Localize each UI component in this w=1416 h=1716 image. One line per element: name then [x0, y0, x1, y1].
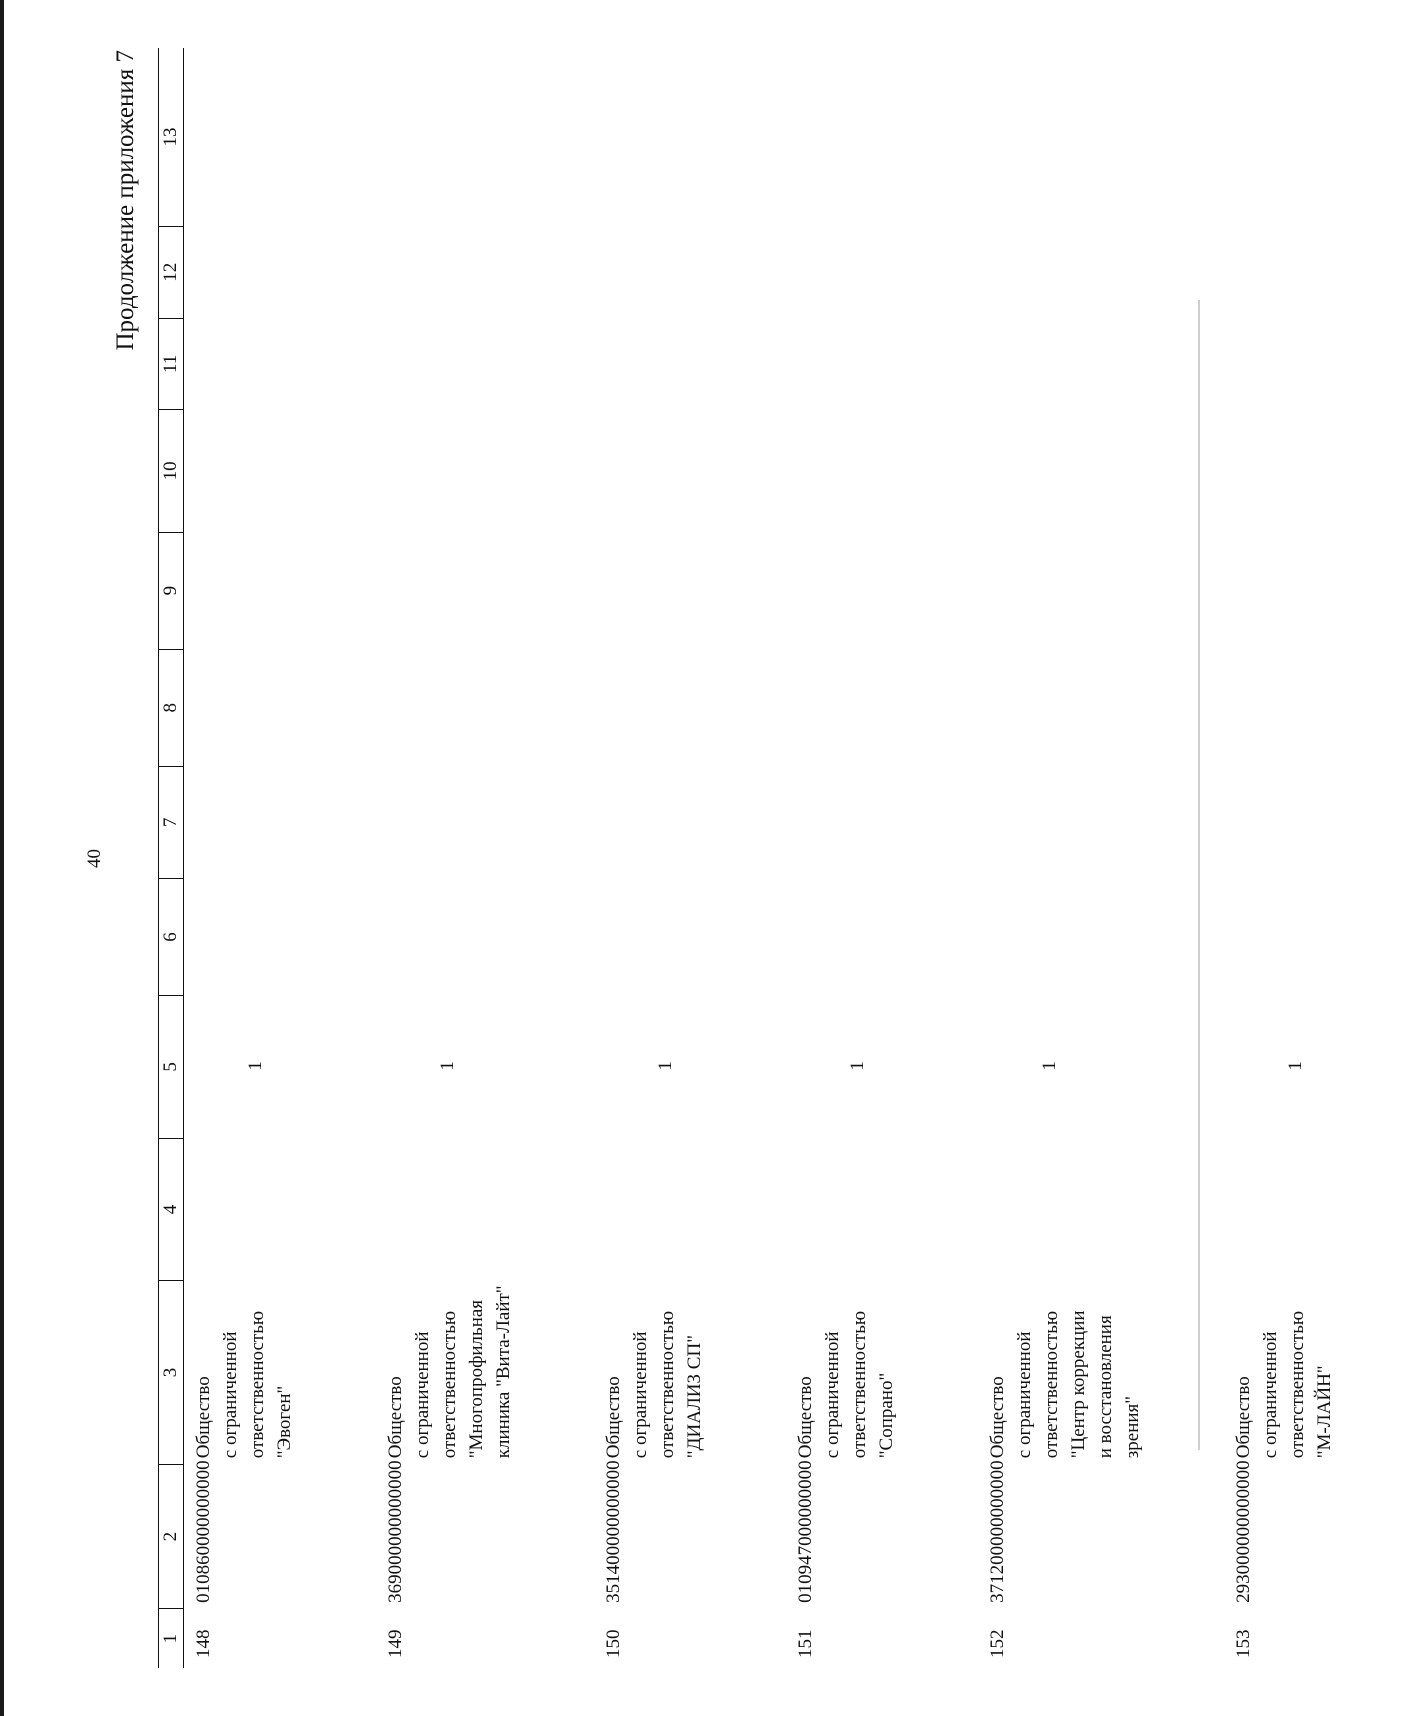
cell-10: [1224, 410, 1416, 532]
table-row: [376, 48, 594, 1668]
cell-8: [978, 649, 1224, 766]
column-header: 2: [159, 1464, 184, 1609]
column-header: 3: [159, 1281, 184, 1464]
cell-8: [786, 649, 978, 766]
cell-7: [978, 766, 1224, 878]
organization-name: Общество с ограниченной ответственностью "Эвоген": [193, 1310, 295, 1459]
cell-8: [594, 649, 786, 766]
row-number: 151: [795, 1629, 816, 1658]
cell-10: [376, 410, 594, 532]
oktmo-code: 351400000000000: [603, 1460, 624, 1603]
cell-5-value: 1: [847, 1061, 868, 1071]
cell-11: [184, 318, 377, 410]
cell-11: [978, 318, 1224, 410]
cell-8: [1224, 649, 1416, 766]
column-header: 8: [159, 649, 184, 766]
cell-10: [978, 410, 1224, 532]
appendix-table: [158, 48, 1416, 1668]
organization-name: Общество с ограниченной ответственностью "Многопрофильная клиника "Вита-Лайт": [385, 1285, 514, 1459]
oktmo-code: 293000000000000: [1233, 1460, 1254, 1603]
header-row: [159, 48, 184, 1668]
cell-7: [184, 766, 377, 878]
cell-13: [594, 48, 786, 226]
oktmo-code: 010947000000000: [795, 1460, 816, 1603]
organization-name: Общество с ограниченной ответственностью "ДИАЛИЗ СП": [603, 1310, 705, 1459]
cell-7: [376, 766, 594, 878]
cell-9: [376, 532, 594, 649]
cell-6: [978, 878, 1224, 995]
column-header: 10: [159, 410, 184, 532]
cell-12: [594, 226, 786, 318]
cell-5-value: 1: [437, 1061, 458, 1071]
column-header: 9: [159, 532, 184, 649]
column-header: 6: [159, 878, 184, 995]
cell-9: [978, 532, 1224, 649]
table-row: [978, 48, 1224, 1668]
row-number: 148: [193, 1629, 214, 1658]
cell-11: [594, 318, 786, 410]
cell-6: [184, 878, 377, 995]
organization-name: Общество с ограниченной ответственностью "Центр коррекции и восстановления зрения": [987, 1310, 1143, 1459]
cell-11: [376, 318, 594, 410]
cell-4: [376, 1138, 594, 1281]
cell-13: [376, 48, 594, 226]
column-header: 4: [159, 1138, 184, 1281]
cell-8: [184, 649, 377, 766]
column-header: 12: [159, 226, 184, 318]
row-number: 149: [385, 1629, 406, 1658]
cell-12: [978, 226, 1224, 318]
cell-10: [184, 410, 377, 532]
table-row: [786, 48, 978, 1668]
continuation-label: Продолжение приложения 7: [112, 50, 139, 351]
page-number: 40: [84, 849, 105, 868]
column-header: 5: [159, 996, 184, 1139]
column-header: 13: [159, 48, 184, 226]
cell-4: [184, 1138, 377, 1281]
organization-name: Общество с ограниченной ответственностью "М-ЛАЙН": [1233, 1310, 1335, 1459]
cell-13: [184, 48, 377, 226]
oktmo-code: 010860000000000: [193, 1460, 214, 1603]
oktmo-code: 369000000000000: [385, 1460, 406, 1603]
cell-6: [376, 878, 594, 995]
cell-13: [978, 48, 1224, 226]
cell-10: [594, 410, 786, 532]
organization-name: Общество с ограниченной ответственностью "Сопрано": [795, 1310, 897, 1459]
cell-11: [1224, 318, 1416, 410]
cell-12: [376, 226, 594, 318]
cell-6: [1224, 878, 1416, 995]
row-number: 152: [987, 1629, 1008, 1658]
cell-12: [1224, 226, 1416, 318]
cell-13: [1224, 48, 1416, 226]
cell-6: [594, 878, 786, 995]
cell-7: [594, 766, 786, 878]
cell-5-value: 1: [1039, 1061, 1060, 1071]
column-header: 11: [159, 318, 184, 410]
cell-5-value: 1: [1285, 1061, 1306, 1071]
column-header: 1: [159, 1609, 184, 1668]
oktmo-code: 371200000000000: [987, 1460, 1008, 1603]
cell-9: [1224, 532, 1416, 649]
cell-7: [1224, 766, 1416, 878]
cell-13: [786, 48, 978, 226]
cell-5-value: 1: [245, 1061, 266, 1071]
table-row: [594, 48, 786, 1668]
cell-5-value: 1: [655, 1061, 676, 1071]
cell-4: [594, 1138, 786, 1281]
row-number: 150: [603, 1629, 624, 1658]
cell-11: [786, 318, 978, 410]
cell-7: [786, 766, 978, 878]
cell-8: [376, 649, 594, 766]
cell-10: [786, 410, 978, 532]
cell-9: [786, 532, 978, 649]
cell-4: [1224, 1138, 1416, 1281]
table-row: [184, 48, 377, 1668]
cell-12: [184, 226, 377, 318]
cell-9: [184, 532, 377, 649]
cell-12: [786, 226, 978, 318]
cell-6: [786, 878, 978, 995]
cell-9: [594, 532, 786, 649]
column-header: 7: [159, 766, 184, 878]
cell-4: [978, 1138, 1224, 1281]
row-number: 153: [1233, 1629, 1254, 1658]
cell-4: [786, 1138, 978, 1281]
table-row: [1224, 48, 1416, 1668]
